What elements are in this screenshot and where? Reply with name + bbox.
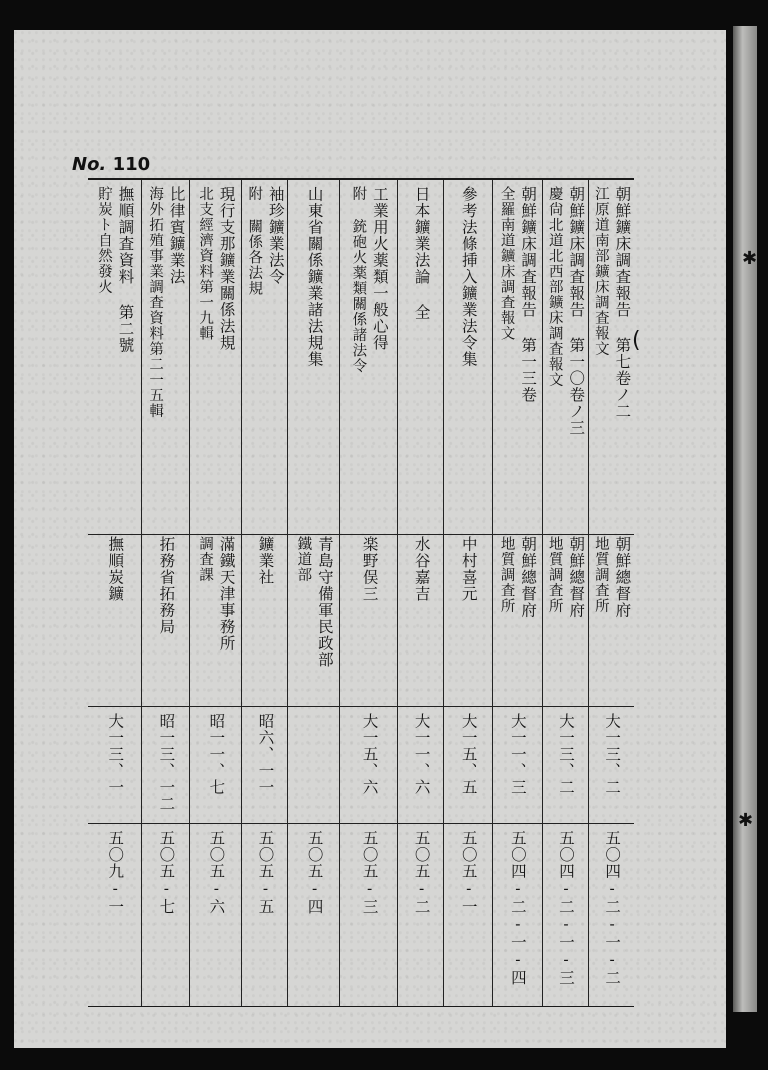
title-cell-line: 現行支那鑛業關係法規 [217, 186, 236, 351]
title-cell [88, 186, 141, 526]
catalog-number-cell-line: 五〇五-七 [157, 830, 176, 915]
title-cell [190, 186, 241, 526]
title-cell [340, 186, 397, 526]
page-number-prefix: No. [72, 154, 107, 175]
author-cell-line: 地質調査所 [592, 536, 609, 614]
punch-mark: ✱ [738, 810, 754, 831]
title-cell [493, 186, 542, 526]
punch-mark: ✱ [742, 248, 758, 269]
author-cell-line: 楽野俣三 [360, 536, 379, 602]
date-cell [88, 713, 141, 825]
table-divider-author [88, 706, 634, 707]
catalog-number-cell-line: 五〇五-二 [412, 830, 431, 915]
date-cell [242, 713, 287, 825]
title-cell-line: 山東省關係鑛業諸法規集 [305, 186, 324, 368]
table-row [241, 180, 287, 1006]
title-cell-line: 北支經濟資料第一九輯 [197, 186, 214, 341]
title-cell-line: 附 關係各法規 [246, 186, 263, 296]
title-cell-line: 海外拓殖事業調査資料第二一五輯 [147, 186, 164, 419]
date-cell-line: 大一五、六 [360, 713, 379, 796]
page-number [72, 154, 150, 175]
author-cell-line: 地質調査所 [498, 536, 515, 614]
title-cell-line: 工業用火薬類一般心得 [370, 186, 389, 351]
date-cell [589, 713, 634, 825]
title-cell [398, 186, 443, 526]
catalog-number-cell-line: 五〇四-二-一-三 [557, 830, 576, 986]
catalog-number-cell [88, 830, 141, 1002]
author-cell-line: 撫順炭鑛 [106, 536, 125, 602]
catalog-number-cell [493, 830, 542, 1002]
catalog-number-cell-line: 五〇五-一 [459, 830, 478, 915]
catalog-number-cell [142, 830, 189, 1002]
catalog-number-cell-line: 五〇四-二-一-二 [603, 830, 622, 986]
author-cell-line: 朝鮮總督府 [613, 536, 632, 619]
page-number-value: 110 [112, 154, 151, 175]
date-cell-line: 大一三、二 [557, 713, 576, 796]
title-cell [444, 186, 491, 526]
catalog-number-cell [242, 830, 287, 1002]
table-row [443, 180, 491, 1006]
date-cell-line: 大一五、五 [459, 713, 478, 796]
table-row [339, 180, 397, 1006]
title-cell-line: 朝鮮鑛床調査報告 第一三卷 [519, 186, 538, 403]
title-cell-line: 江原道南部鑛床調査報文 [592, 186, 609, 357]
catalog-number-cell [543, 830, 588, 1002]
title-cell-line: 附 銃砲火薬類關係諸法令 [350, 186, 367, 374]
catalog-number-cell [589, 830, 634, 1002]
author-cell-line: 朝鮮總督府 [519, 536, 538, 619]
author-cell-line: 朝鮮總督府 [567, 536, 586, 619]
table-divider-title [88, 534, 634, 535]
author-cell-line: 拓務省拓務局 [157, 536, 176, 635]
catalog-number-cell-line: 五〇五-四 [305, 830, 324, 915]
title-cell-line: 袖珍鑛業法令 [266, 186, 285, 285]
table-row [287, 180, 339, 1006]
title-cell-line: 撫順調査資料 第二號 [116, 186, 135, 354]
catalog-number-cell [288, 830, 339, 1002]
catalog-number-cell-line: 五〇五-三 [360, 830, 379, 915]
author-cell [543, 536, 588, 708]
table-row [397, 180, 443, 1006]
table-row [588, 180, 634, 1006]
author-cell-line: 鐵道部 [295, 536, 312, 583]
date-cell-line: 昭一一、七 [207, 713, 226, 796]
title-cell [589, 186, 634, 526]
title-cell-line: 比律賓鑛業法 [167, 186, 186, 285]
date-cell-line: 大一一、六 [412, 713, 431, 796]
catalog-number-cell [340, 830, 397, 1002]
title-cell-line: 貯炭ト自然發火 [96, 186, 112, 295]
date-cell [444, 713, 491, 825]
title-cell [288, 186, 339, 526]
author-cell-line: 滿鐵天津事務所 [217, 536, 236, 652]
title-cell [142, 186, 189, 526]
title-cell-line: 全羅南道鑛床調査報文 [498, 186, 515, 341]
author-cell [142, 536, 189, 708]
date-cell-line: 昭六、一一 [256, 713, 275, 796]
date-cell-line: 昭一三、一二 [157, 713, 176, 812]
catalog-number-cell-line: 五〇九-一 [106, 830, 125, 915]
table-row [141, 180, 189, 1006]
table-divider-date [88, 823, 634, 824]
author-cell [444, 536, 491, 708]
table-row [88, 180, 141, 1006]
catalog-number-cell [190, 830, 241, 1002]
date-cell [398, 713, 443, 825]
title-cell-line: 日本鑛業法論 全 [412, 186, 431, 321]
author-cell [340, 536, 397, 708]
author-cell [493, 536, 542, 708]
title-cell-line: 參考法條挿入鑛業法令集 [459, 186, 478, 368]
date-cell-line: 大一三、二 [603, 713, 622, 796]
author-cell [398, 536, 443, 708]
page-edge-strip [733, 26, 757, 1012]
author-cell-line: 鑛業社 [256, 536, 275, 586]
catalog-number-cell-line: 五〇五-六 [207, 830, 226, 915]
author-cell-line: 青島守備軍民政部 [315, 536, 334, 668]
author-cell-line: 水谷嘉吉 [412, 536, 431, 602]
date-cell [288, 713, 339, 825]
date-cell [340, 713, 397, 825]
date-cell-line: 大一三、一 [106, 713, 125, 796]
title-cell [543, 186, 588, 526]
author-cell-line: 地質調査所 [546, 536, 563, 614]
catalog-table [88, 178, 634, 1007]
catalog-number-cell-line: 五〇四-二-一-四 [508, 830, 527, 986]
table-row [492, 180, 542, 1006]
date-cell-line: 大一一、三 [508, 713, 527, 796]
catalog-number-cell [398, 830, 443, 1002]
title-cell-line: 朝鮮鑛床調査報告 第七卷ノ二 [613, 186, 632, 420]
author-cell [589, 536, 634, 708]
table-row [542, 180, 588, 1006]
catalog-number-cell-line: 五〇五-五 [256, 830, 275, 915]
date-cell [142, 713, 189, 825]
title-cell-line: 朝鮮鑛床調査報告 第一〇卷ノ三 [567, 186, 586, 436]
author-cell-line: 中村喜元 [459, 536, 478, 602]
date-cell [190, 713, 241, 825]
author-cell [88, 536, 141, 708]
date-cell [493, 713, 542, 825]
author-cell [242, 536, 287, 708]
table-row [189, 180, 241, 1006]
author-cell-line: 調査課 [197, 536, 214, 583]
author-cell [288, 536, 339, 708]
title-cell-line: 慶尙北道北西部鑛床調査報文 [546, 186, 563, 388]
title-cell [242, 186, 287, 526]
catalog-number-cell [444, 830, 491, 1002]
date-cell [543, 713, 588, 825]
author-cell [190, 536, 241, 708]
bracket-mark: ( [632, 328, 641, 353]
